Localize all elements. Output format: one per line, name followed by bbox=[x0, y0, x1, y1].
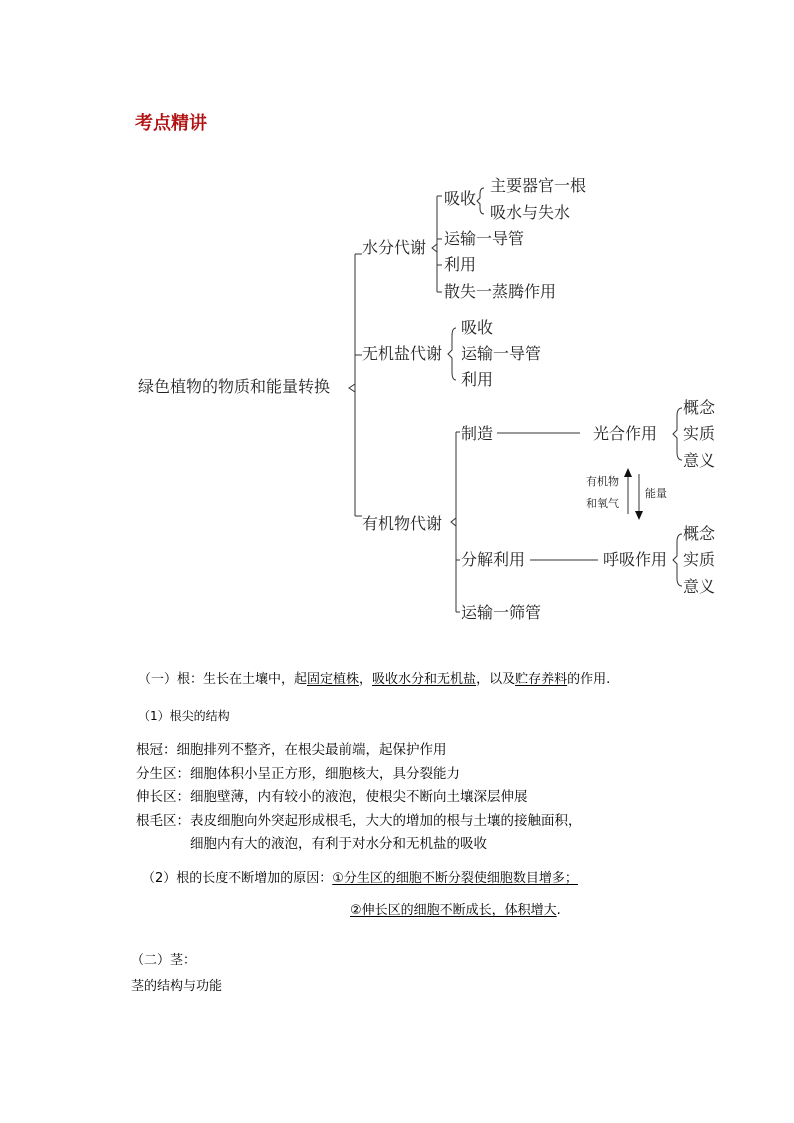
page-heading: 考点精讲 bbox=[135, 113, 207, 134]
mineral-transport: 运输一导管 bbox=[461, 344, 542, 363]
arrow-down-icon bbox=[635, 511, 643, 520]
organic-make: 制造 bbox=[461, 424, 494, 443]
resp-concept: 概念 bbox=[683, 524, 716, 543]
arrow-label-organic-2: 和氧气 bbox=[586, 497, 619, 510]
water-metabolism-label: 水分代谢 bbox=[362, 238, 427, 257]
photo-essence: 实质 bbox=[683, 424, 716, 443]
water-absorb-loss: 吸水与失水 bbox=[490, 203, 571, 222]
stem-subheading: 茎的结构与功能 bbox=[131, 979, 223, 994]
arrow-up-icon bbox=[624, 468, 632, 477]
arrow-label-energy: 能量 bbox=[645, 487, 667, 500]
root-tip-row-cap: 根冠：细胞排列不整齐，在根尖最前端，起保护作用 bbox=[136, 742, 447, 758]
root-growth-reason: （2）根的长度不断增加的原因：①分生区的细胞不断分裂使细胞数目增多； bbox=[142, 871, 578, 886]
arrow-label-organic-1: 有机物 bbox=[586, 475, 619, 488]
water-absorb-main-organ: 主要器官一根 bbox=[490, 176, 587, 195]
root-tip-row-root-hair: 根毛区：表皮细胞向外突起形成根毛，大大的增加的根与土壤的接触面积， bbox=[136, 813, 582, 829]
root-intro: （一）根：生长在土壤中，起固定植株，吸收水分和无机盐，以及贮存养料的作用. bbox=[138, 672, 611, 687]
organic-metabolism-label: 有机物代谢 bbox=[362, 514, 443, 533]
water-transpiration: 散失一蒸腾作用 bbox=[444, 282, 557, 301]
photo-meaning: 意义 bbox=[683, 451, 716, 470]
water-absorb: 吸收 bbox=[444, 189, 477, 208]
water-use: 利用 bbox=[444, 255, 477, 274]
organic-decompose: 分解利用 bbox=[461, 550, 526, 569]
root-growth-reason-2: ②伸长区的细胞不断成长，体积增大. bbox=[350, 903, 561, 918]
diagram-root: 绿色植物的物质和能量转换 bbox=[138, 377, 331, 396]
root-tip-row-meristem: 分生区：细胞体积小呈正方形，细胞核大，具分裂能力 bbox=[136, 766, 460, 782]
resp-meaning: 意义 bbox=[683, 577, 716, 596]
organic-transport: 运输一筛管 bbox=[461, 603, 542, 622]
resp-essence: 实质 bbox=[683, 550, 716, 569]
water-transport: 运输一导管 bbox=[444, 229, 525, 248]
root-tip-subheading: （1）根尖的结构 bbox=[138, 709, 230, 723]
root-tip-row-elongation: 伸长区：细胞壁薄，内有较小的液泡，使根尖不断向土壤深层伸展 bbox=[136, 789, 528, 805]
stem-heading: （二）茎： bbox=[131, 953, 197, 968]
photo-concept: 概念 bbox=[683, 398, 716, 417]
mineral-absorb: 吸收 bbox=[461, 318, 494, 337]
photosynthesis: 光合作用 bbox=[593, 424, 658, 443]
mineral-metabolism-label: 无机盐代谢 bbox=[362, 344, 443, 363]
root-tip-row-root-hair-cont: 细胞内有大的液泡，有利于对水分和无机盐的吸收 bbox=[190, 836, 487, 852]
mineral-use: 利用 bbox=[461, 370, 494, 389]
respiration: 呼吸作用 bbox=[603, 550, 668, 569]
